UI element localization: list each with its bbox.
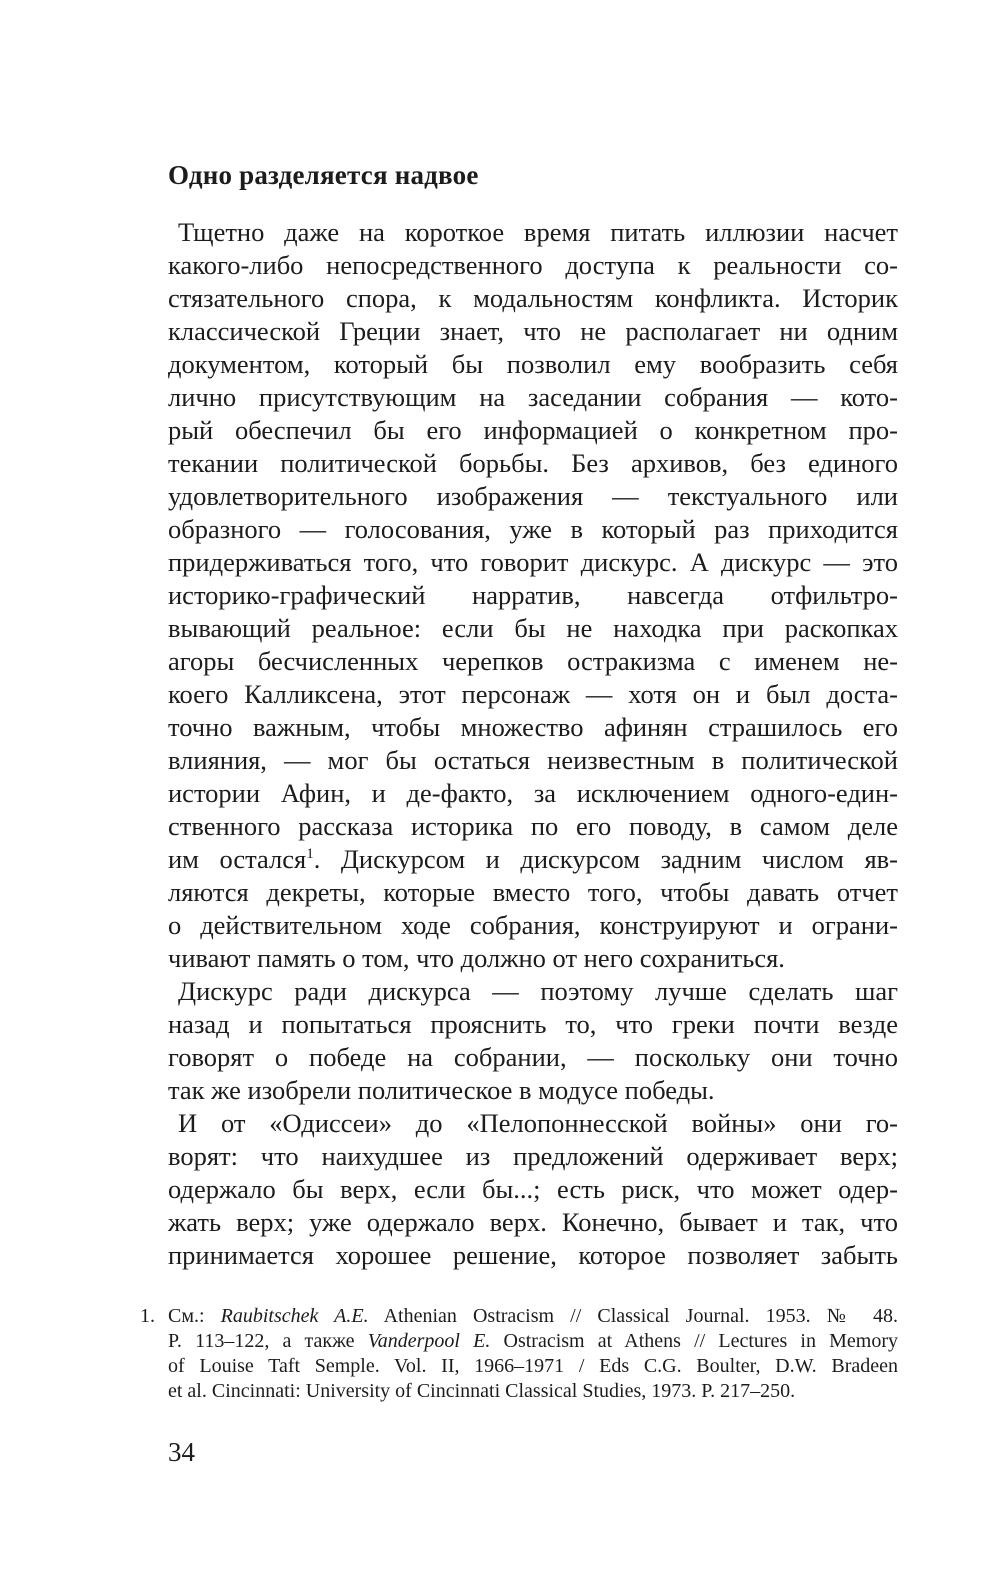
text-line: придерживаться того, что говорит дискурс. А дискурс — это xyxy=(168,547,898,577)
footnote-line xyxy=(168,1329,898,1354)
footnote-see: См.: xyxy=(168,1305,221,1327)
text-line: точно важным, чтобы множество афинян страшилось его xyxy=(168,712,898,742)
footnote-line: et al. Cincinnati: University of Cincinnati Classical Studies, 1973. P. 217–250. xyxy=(168,1380,796,1402)
main-text xyxy=(168,216,898,1272)
text-line: ляются декреты, которые вместо того, чтобы давать отчет xyxy=(168,877,898,907)
text-fragment: . Дискурсом и дискурсом задним числом яв- xyxy=(313,844,898,874)
footnote-text xyxy=(168,1304,898,1404)
text-line: ственного рассказа историка по его поводу, в самом деле xyxy=(168,811,898,841)
text-line: агоры бесчисленных черепков остракизма с именем не- xyxy=(168,646,898,676)
footnote-line xyxy=(168,1304,898,1329)
text-line: влияния, — мог бы остаться неизвестным в политической xyxy=(168,745,898,775)
text-line: так же изобрели политическое в модусе победы. xyxy=(168,1075,715,1105)
text-line: одержало бы верх, если бы...; есть риск, что может одер- xyxy=(168,1174,898,1204)
text-line: истории Афин, и де-факто, за исключением одного-един- xyxy=(168,778,898,808)
text-line: удовлетворительного изображения — текстуального или xyxy=(168,481,898,511)
text-line: коего Калликсена, этот персонаж — хотя он и был доста- xyxy=(168,679,898,709)
footnote-author: Raubitschek A.E. xyxy=(220,1305,369,1327)
text-line: историко-графический нарратив, навсегда отфильтро- xyxy=(168,580,898,610)
text-line: чивают память о том, что должно от него сохраниться. xyxy=(168,943,785,973)
footnote-author: Vanderpool E. xyxy=(367,1330,491,1352)
text-line: ворят: что наихудшее из предложений одерживает верх; xyxy=(168,1141,898,1171)
text-line: образного — голосования, уже в который раз приходится xyxy=(168,514,898,544)
footnote-title: Athenian Ostracism // Classical Journal. 1953. № 48. xyxy=(368,1305,898,1327)
footnote-marker[interactable]: 1 xyxy=(306,846,314,863)
page-number: 34 xyxy=(168,1437,195,1467)
text-line: жать верх; уже одержало верх. Конечно, бывает и так, что xyxy=(168,1207,898,1237)
text-line: какого-либо непосредственного доступа к реальности со- xyxy=(168,250,898,280)
text-line: назад и попытаться прояснить то, что греки почти везде xyxy=(168,1009,898,1039)
text-line: говорят о победе на собрании, — поскольку они точно xyxy=(168,1042,898,1072)
text-line: текании политической борьбы. Без архивов, без единого xyxy=(168,448,898,478)
section-heading: Одно разделяется надвое xyxy=(168,160,479,190)
text-line: Дискурс ради дискурса — поэтому лучше сделать шаг xyxy=(178,976,898,1006)
footnote-line: of Louise Taft Semple. Vol. II, 1966–1971 / Eds C.G. Boulter, D.W. Bradeen xyxy=(168,1355,898,1377)
text-line: И от «Одиссеи» до «Пелопоннесской войны» они го- xyxy=(178,1108,898,1138)
text-line: стязательного спора, к модальностям конфликта. Историк xyxy=(168,283,898,313)
footnote-pages: P. 113–122, а также xyxy=(168,1330,368,1352)
text-line: документом, который бы позволил ему вообразить себя xyxy=(168,349,898,379)
text-line: о действительном ходе собрания, конструируют и ограни- xyxy=(168,910,898,940)
text-line-with-footnote xyxy=(168,843,898,876)
text-line: вывающий реальное: если бы не находка при раскопках xyxy=(168,613,898,643)
footnote-block xyxy=(140,1304,898,1404)
footnote-number: 1. xyxy=(140,1305,155,1327)
text-line: принимается хорошее решение, которое позволяет забыть xyxy=(168,1240,898,1270)
text-line: лично присутствующим на заседании собрания — кото- xyxy=(168,382,898,412)
text-line: классической Греции знает, что не располагает ни одним xyxy=(168,316,898,346)
text-line: Тщетно даже на короткое время питать иллюзии насчет xyxy=(178,217,898,247)
text-fragment: им остался xyxy=(168,844,307,874)
text-line: рый обеспечил бы его информацией о конкретном про- xyxy=(168,415,898,445)
footnote-title: Ostracism at Athens // Lectures in Memory xyxy=(490,1330,898,1352)
